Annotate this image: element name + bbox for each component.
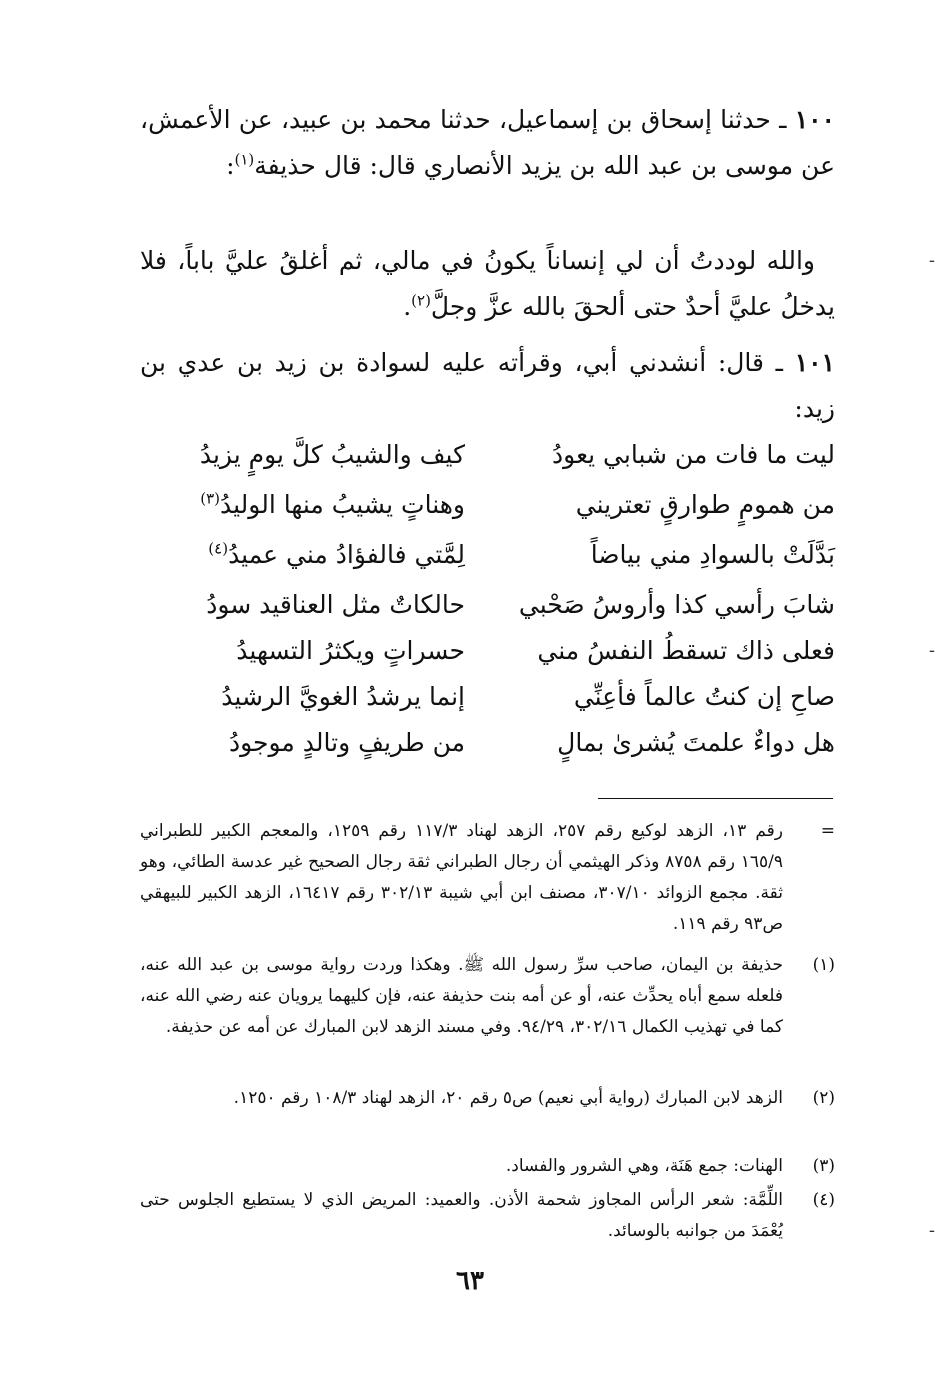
- poem-verse: [140, 440, 835, 486]
- footnote-mark: =: [820, 821, 835, 841]
- verse-second-hemistich: لِمَّتي فالفؤادُ مني عميدُ$^{(٤)}$: [208, 539, 465, 569]
- verse-second-hemistich: من طريفٍ وتالدٍ موجودُ: [229, 728, 465, 757]
- footnote-text: الزهد لابن المبارك (رواية أبي نعيم) ص٥ رقم ٢٠، الزهد لهناد ١٠٨/٣ رقم ١٢٥٠.: [233, 1088, 783, 1108]
- footnote-text: حذيفة بن اليمان، صاحب سرِّ رسول الله ﷺ. وهكذا وردت رواية موسى بن عبد الله عنه، فلعله سمع أباه يحدِّث عنه، أو عن أمه بنت حذيفة عنه، فإن كليهما يرويان عنه رضي الله عنه، كما في تهذيب الكمال ٣٠٢/١٦، ٩٤/٢٩. وفي مسند الزهد لابن المبارك عن أمه عن حذيفة.: [140, 955, 783, 1037]
- poem-verse: [140, 636, 835, 682]
- footnote-ref: (٤): [208, 539, 229, 558]
- footnote: [140, 1185, 835, 1249]
- footnote-divider: [598, 798, 833, 799]
- scan-edge-mark: -: [928, 250, 935, 271]
- matn-text: والله لوددتُ أن لي إنساناً يكونُ في مالي، ثم أغلقُ عليَّ باباً، فلا يدخلُ عليَّ أحدٌ حتى ألحقَ بالله عزَّ وجلَّ: [140, 246, 835, 321]
- scan-edge-mark: -: [928, 1220, 935, 1241]
- page-number: ٦٣: [456, 1266, 484, 1296]
- footnote-ref: (١): [234, 150, 255, 169]
- poem-verse: [140, 540, 835, 586]
- verse-second-hemistich: حسراتٍ ويكثرُ التسهيدُ: [236, 636, 465, 665]
- footnote-ref: (٢): [411, 291, 431, 310]
- footnote-mark: (١): [812, 955, 835, 975]
- footnote-text: الهنات: جمع هَنَة، وهي الشرور والفساد.: [505, 1156, 783, 1176]
- footnote: [140, 816, 835, 944]
- hadith-100-isnad: ١٠٠ ـ حدثنا إسحاق بن إسماعيل، حدثنا محمد بن عبيد، عن الأعمش، عن موسى بن عبد الله بن يزيد الأنصاري قال: قال حذيفة$^{(١)}$:: [140, 105, 835, 180]
- footnote-ref: (٣): [200, 489, 221, 508]
- footnote-mark: (٣): [812, 1156, 835, 1176]
- footnote-mark: (٢): [812, 1088, 835, 1108]
- hadith-number: ١٠٠: [794, 105, 835, 134]
- hadith-101-intro: [140, 340, 835, 432]
- verse-second-hemistich: وهناتٍ يشيبُ منها الوليدُ$^{(٣)}$: [200, 489, 465, 519]
- verse-first-hemistich: بَدَّلَتْ بالسوادِ مني بياضاً: [590, 540, 835, 569]
- verse-first-hemistich: شابَ رأسي كذا وأروسُ صَحْبي: [518, 590, 835, 619]
- poem-verse: [140, 490, 835, 536]
- isnad-text: ـ حدثنا إسحاق بن إسماعيل، حدثنا محمد بن عبيد، عن الأعمش، عن موسى بن عبد الله بن يزيد الأنصاري قال: قال حذيفة: [140, 105, 835, 180]
- scan-edge-mark: -: [928, 640, 935, 661]
- footnote-mark: (٤): [812, 1190, 835, 1210]
- verse-first-hemistich: هل دواءٌ علمتَ يُشرىٰ بمالٍ: [557, 728, 835, 757]
- verse-first-hemistich: صاحِ إن كنتُ عالماً فأعِنِّي: [573, 682, 835, 711]
- intro-text: ـ قال: أنشدني أبي، وقرأته عليه لسوادة بن زيد بن عدي بن زيد:: [140, 348, 835, 423]
- verse-second-hemistich: إنما يرشدُ الغويَّ الرشيدُ: [221, 682, 465, 711]
- verse-second-hemistich: كيف والشيبُ كلَّ يومٍ يزيدُ: [199, 440, 465, 469]
- verse-first-hemistich: ليت ما فات من شبابي يعودُ: [552, 440, 835, 469]
- poem-verse: [140, 728, 835, 774]
- hadith-number: ١٠١: [794, 348, 835, 377]
- footnote: [140, 950, 835, 1078]
- verse-first-hemistich: من همومٍ طوارقٍ تعتريني: [575, 490, 835, 519]
- poem-verse: [140, 682, 835, 728]
- footnote: [140, 1083, 835, 1147]
- footnote-text: رقم ١٣، الزهد لوكيع رقم ٢٥٧، الزهد لهناد ١١٧/٣ رقم ١٢٥٩، والمعجم الكبير للطبراني ١٦٥/٩ رقم ٨٧٥٨ وذكر الهيثمي أن رجال الطبراني ثقة رجال الصحيح غير عدسة الطائي، وهو ثقة. مجمع الزوائد ٣٠٧/١٠، مصنف ابن أبي شيبة ٣٠٢/١٣ رقم ١٦٤١٧، الزهد الكبير للبيهقي ص٩٣ رقم ١١٩.: [140, 821, 783, 934]
- verse-first-hemistich: فعلى ذاك تسقطُ النفسُ مني: [537, 636, 835, 665]
- verse-second-hemistich: حالكاتٌ مثل العناقيد سودُ: [206, 590, 465, 619]
- hadith-100-matn: والله لوددتُ أن لي إنساناً يكونُ في مالي، ثم أغلقُ عليَّ باباً، فلا يدخلُ عليَّ أحدٌ حتى ألحقَ بالله عزَّ وجلَّ$^{(٢)}$.: [140, 246, 835, 321]
- poem-verse: [140, 590, 835, 636]
- footnote: [140, 1151, 835, 1183]
- footnote-text: اللِّمَّة: شعر الرأس المجاوز شحمة الأذن. والعميد: المريض الذي لا يستطيع الجلوس حتى يُعْمَدَ من جوانبه بالوسائد.: [140, 1190, 783, 1241]
